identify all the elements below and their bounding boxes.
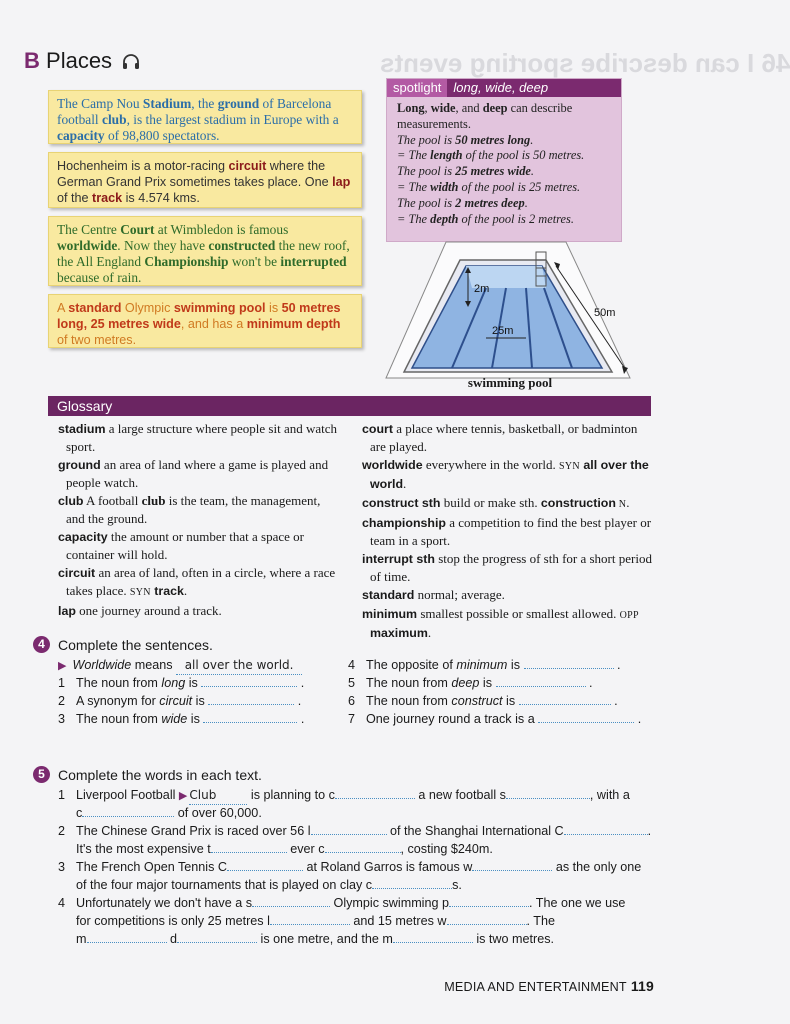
spotlight-intro bbox=[397, 101, 611, 133]
spotlight-subtitle: long, wide, deep bbox=[453, 80, 549, 95]
text: ever c bbox=[286, 842, 325, 856]
spotlight-body bbox=[387, 97, 621, 231]
footer-label: MEDIA AND ENTERTAINMENT bbox=[444, 980, 627, 994]
answer-blank[interactable] bbox=[203, 710, 297, 723]
play-arrow-icon: ▶ bbox=[178, 790, 188, 802]
text: construct bbox=[451, 694, 503, 708]
glossary-entry bbox=[58, 420, 340, 455]
exercise-5-item-3 bbox=[58, 858, 641, 876]
text: The Chinese Grand Prix is raced over 56 l bbox=[76, 824, 311, 838]
answer-blank[interactable] bbox=[393, 930, 473, 943]
text: wide bbox=[161, 712, 188, 726]
answer-blank[interactable] bbox=[311, 822, 387, 835]
text: = The bbox=[397, 148, 431, 163]
text: It's the most expensive t bbox=[76, 842, 211, 856]
text: can describe measurements. bbox=[397, 101, 573, 131]
section-letter: B bbox=[24, 48, 40, 73]
keyword: club bbox=[102, 112, 127, 127]
exercise-4-heading bbox=[33, 636, 213, 653]
exercise-instruction: Complete the words in each text. bbox=[58, 766, 262, 783]
glossary-definition: a large structure where people sit and watch sport. bbox=[66, 421, 338, 454]
exercise-number: 4 bbox=[33, 636, 50, 653]
keyword: 50 metres long bbox=[455, 132, 531, 147]
keyword: deep bbox=[482, 101, 508, 115]
text: is bbox=[479, 676, 493, 690]
glossary-definition: everywhere in the world. bbox=[422, 457, 560, 472]
spotlight-header bbox=[387, 79, 621, 97]
play-arrow-icon: ▶ bbox=[58, 660, 67, 672]
glossary-definition: . bbox=[626, 495, 630, 510]
glossary-term: club bbox=[141, 493, 166, 508]
answer-blank[interactable] bbox=[335, 786, 415, 799]
text: is planning to c bbox=[247, 788, 335, 802]
keyword: 50 metres long, 25 metres wide bbox=[57, 301, 341, 331]
text: One journey round a track is a bbox=[366, 712, 535, 726]
answer-blank[interactable] bbox=[270, 912, 350, 925]
text: The Camp Nou bbox=[57, 96, 143, 111]
glossary-term: lap bbox=[58, 604, 76, 618]
text: . bbox=[530, 164, 534, 179]
glossary-entry bbox=[58, 492, 340, 527]
answer-blank[interactable] bbox=[208, 692, 294, 705]
glossary-definition: . bbox=[403, 476, 407, 491]
pool-length-label: 50m bbox=[594, 307, 616, 319]
answer-blank[interactable] bbox=[372, 876, 452, 889]
keyword: minimum depth bbox=[246, 317, 341, 331]
text: is one metre, and the m bbox=[257, 932, 393, 946]
spotlight-example bbox=[397, 212, 611, 228]
glossary-definition: A football bbox=[83, 493, 142, 508]
text: of the Shanghai International C bbox=[386, 824, 564, 838]
answer-blank[interactable] bbox=[82, 804, 174, 817]
keyword: standard bbox=[68, 301, 122, 315]
text: a new football s bbox=[414, 788, 506, 802]
text-box-hochenheim bbox=[48, 152, 362, 208]
text: The pool is bbox=[397, 164, 456, 179]
item-number: 1 bbox=[58, 676, 66, 690]
glossary-definition: a competition to find the best player or team in a sport. bbox=[370, 515, 652, 548]
keyword: swimming pool bbox=[173, 301, 266, 315]
glossary-definition: is the team, the management, and the ground. bbox=[66, 493, 321, 526]
keyword: length bbox=[430, 148, 463, 163]
glossary-entry bbox=[362, 550, 654, 585]
item-number: 6 bbox=[348, 694, 356, 708]
text: = The bbox=[397, 179, 431, 194]
text: The opposite of bbox=[366, 658, 457, 672]
keyword: circuit bbox=[228, 159, 267, 173]
exercise-5-heading bbox=[33, 766, 262, 783]
show-through-text: 46 I can describe sporting events bbox=[380, 48, 790, 78]
text: s. bbox=[452, 878, 462, 892]
text: . bbox=[524, 195, 528, 210]
text: The noun from bbox=[76, 712, 162, 726]
answer-blank[interactable] bbox=[211, 840, 287, 853]
pool-width-label: 25m bbox=[492, 325, 514, 337]
glossary-term: stadium bbox=[58, 422, 106, 436]
text: The pool is bbox=[397, 195, 456, 210]
glossary-definition: build or make sth. bbox=[440, 495, 541, 510]
glossary-syn-label: SYN bbox=[559, 461, 580, 472]
text: = The bbox=[397, 211, 431, 226]
glossary-entry bbox=[362, 586, 654, 604]
text: of the pool is 25 metres. bbox=[458, 179, 581, 194]
exercise-5-item-1 bbox=[58, 786, 630, 805]
glossary-definition: an area of land where a game is played and people watch. bbox=[66, 457, 329, 490]
answer-blank[interactable] bbox=[87, 930, 167, 943]
glossary-definition: the amount or number that a space or container will hold. bbox=[66, 529, 304, 562]
answer-blank[interactable] bbox=[472, 858, 552, 871]
item-number: 7 bbox=[348, 712, 356, 726]
exercise-5-item-4-cont bbox=[76, 912, 555, 930]
answer-blank[interactable] bbox=[201, 674, 297, 687]
glossary-definition: smallest possible or smallest allowed. bbox=[417, 606, 620, 621]
text: Hochenheim is a motor-racing bbox=[57, 159, 229, 173]
keyword: Long bbox=[397, 101, 425, 115]
text: A synonym for bbox=[76, 694, 160, 708]
text: . The one we use bbox=[529, 896, 626, 910]
exercise-instruction: Complete the sentences. bbox=[58, 636, 213, 653]
text-box-wimbledon bbox=[48, 216, 362, 286]
text: at Wimbledon is famous bbox=[154, 222, 289, 237]
spotlight-example bbox=[397, 148, 611, 164]
keyword: interrupted bbox=[280, 254, 347, 269]
text-box-camp-nou bbox=[48, 90, 362, 144]
glossary-term: construction bbox=[540, 496, 616, 510]
text: . bbox=[530, 132, 534, 147]
text: d bbox=[166, 932, 178, 946]
text: is bbox=[265, 301, 282, 315]
item-number: 4 bbox=[58, 896, 66, 910]
answer-blank[interactable] bbox=[449, 894, 529, 907]
exercise-5-item-1-cont bbox=[76, 804, 262, 822]
spotlight-example bbox=[397, 164, 611, 180]
answer-blank[interactable] bbox=[564, 822, 648, 835]
exercise-4-item: 3 The noun from wide is . bbox=[58, 712, 305, 726]
glossary-term: all over the world bbox=[370, 458, 649, 491]
answer-blank[interactable] bbox=[177, 930, 257, 943]
text: The noun from bbox=[366, 694, 452, 708]
text: deep bbox=[451, 676, 480, 690]
glossary-term: championship bbox=[362, 516, 446, 530]
text: is bbox=[502, 694, 516, 708]
text: because of rain. bbox=[57, 270, 142, 285]
glossary-term: club bbox=[58, 494, 84, 508]
answer-blank[interactable] bbox=[252, 894, 330, 907]
example-answer: Club bbox=[189, 786, 247, 805]
pool-depth-label: 2m bbox=[474, 283, 490, 295]
glossary-definition: an area of land, often in a circle, where a race takes place. bbox=[66, 565, 336, 598]
text: Olympic swimming p bbox=[330, 896, 449, 910]
glossary-definition: a place where tennis, basketball, or badminton are played. bbox=[370, 421, 638, 454]
text: The pool is bbox=[397, 132, 456, 147]
keyword: wide bbox=[430, 101, 456, 115]
text: circuit bbox=[159, 694, 193, 708]
text: , costing $240m. bbox=[400, 842, 493, 856]
text: Worldwide bbox=[72, 658, 132, 672]
keyword: 25 metres wide bbox=[455, 164, 531, 179]
text: of over 60,000. bbox=[174, 806, 262, 820]
text: , the bbox=[191, 96, 218, 111]
answer-blank[interactable] bbox=[447, 912, 527, 925]
glossary-definition: . bbox=[427, 625, 432, 640]
headphones-icon[interactable] bbox=[122, 54, 140, 70]
item-number: 2 bbox=[58, 824, 66, 838]
exercise-5-item-2 bbox=[58, 822, 651, 840]
spotlight-tag: spotlight bbox=[387, 79, 447, 97]
text: of Barcelona football bbox=[57, 96, 332, 127]
text: of the bbox=[57, 191, 93, 205]
glossary-term: interrupt sth bbox=[362, 552, 435, 566]
text: Unfortunately we don't have a s bbox=[76, 896, 253, 910]
text: and 15 metres w bbox=[349, 914, 447, 928]
glossary-term: circuit bbox=[58, 566, 96, 580]
answer-blank[interactable] bbox=[524, 656, 614, 669]
answer-blank[interactable] bbox=[506, 786, 590, 799]
exercise-4-example bbox=[58, 656, 302, 675]
text: , is the largest stadium in Europe with a bbox=[126, 112, 339, 127]
text: the new roof, the All England bbox=[57, 238, 350, 269]
glossary-term: standard bbox=[362, 588, 415, 602]
text: won't be bbox=[228, 254, 281, 269]
glossary-column-right bbox=[362, 420, 654, 643]
text: . bbox=[647, 824, 652, 838]
text: Olympic bbox=[121, 301, 174, 315]
spotlight-example bbox=[397, 133, 611, 149]
text: is 4.574 kms. bbox=[122, 191, 200, 205]
answer-blank[interactable] bbox=[496, 674, 586, 687]
keyword: width bbox=[430, 179, 459, 194]
glossary-definition: normal; average. bbox=[414, 587, 505, 602]
text: for competitions is only 25 metres l bbox=[76, 914, 270, 928]
text: of two metres. bbox=[57, 333, 137, 347]
item-number: 2 bbox=[58, 694, 66, 708]
keyword: Court bbox=[120, 222, 155, 237]
text: where the German Grand Prix sometimes takes place. One bbox=[57, 159, 333, 189]
exercise-4-item: 1 The noun from long is . bbox=[58, 676, 305, 690]
item-number: 3 bbox=[58, 712, 66, 726]
text: means bbox=[131, 658, 177, 672]
exercise-4-item: 2 A synonym for circuit is . bbox=[58, 694, 302, 708]
page-footer bbox=[444, 978, 654, 994]
text: The noun from bbox=[76, 676, 162, 690]
spotlight-example bbox=[397, 196, 611, 212]
answer-blank[interactable] bbox=[227, 858, 303, 871]
exercise-5-item-4 bbox=[58, 894, 625, 912]
text: of the four major tournaments that is played on clay c bbox=[76, 878, 373, 892]
text: Liverpool Football bbox=[76, 788, 179, 802]
text: The French Open Tennis C bbox=[76, 860, 227, 874]
text: , and bbox=[455, 101, 483, 115]
text: The Centre bbox=[57, 222, 121, 237]
glossary-term: worldwide bbox=[362, 458, 423, 472]
section-heading bbox=[24, 48, 140, 74]
text: of the pool is 2 metres. bbox=[458, 211, 574, 226]
exercise-4-item: 5 The noun from deep is . bbox=[348, 676, 593, 690]
glossary-entry bbox=[58, 456, 340, 491]
answer-blank[interactable] bbox=[519, 692, 611, 705]
glossary-term: construct sth bbox=[362, 496, 441, 510]
text: , bbox=[424, 101, 431, 115]
exercise-4-item: 7 One journey round a track is a . bbox=[348, 712, 642, 726]
text: minimum bbox=[456, 658, 508, 672]
glossary-term: capacity bbox=[58, 530, 108, 544]
glossary-definition: . bbox=[183, 583, 188, 598]
item-number: 1 bbox=[58, 788, 66, 802]
glossary-entry bbox=[58, 564, 340, 601]
glossary-term: court bbox=[362, 422, 393, 436]
text: is two metres. bbox=[472, 932, 555, 946]
text: as the only one bbox=[552, 860, 642, 874]
exercise-5-item-2-cont bbox=[76, 840, 493, 858]
glossary-entry bbox=[362, 420, 654, 455]
keyword: worldwide bbox=[57, 238, 118, 253]
text-box-swimming-pool bbox=[48, 294, 362, 348]
answer-blank[interactable] bbox=[538, 710, 634, 723]
text: The noun from bbox=[366, 676, 452, 690]
text: of 98,800 spectators. bbox=[104, 128, 220, 143]
keyword: ground bbox=[217, 96, 260, 111]
spotlight-example bbox=[397, 180, 611, 196]
swimming-pool-diagram bbox=[386, 242, 630, 392]
glossary-definition: stop the progress of sth for a short period of time. bbox=[370, 551, 652, 584]
keyword: 2 metres deep bbox=[455, 195, 525, 210]
text: is bbox=[187, 712, 200, 726]
page-number: 119 bbox=[630, 978, 654, 994]
exercise-number: 5 bbox=[33, 766, 50, 783]
text: . The bbox=[526, 914, 555, 928]
glossary-term: maximum bbox=[370, 626, 428, 640]
text: c bbox=[76, 806, 83, 820]
keyword: track bbox=[92, 191, 123, 205]
text: is bbox=[507, 658, 520, 672]
glossary-term: minimum bbox=[362, 607, 418, 621]
exercise-4-item: 6 The noun from construct is . bbox=[348, 694, 618, 708]
glossary-syn-label: OPP bbox=[619, 610, 639, 621]
keyword: Championship bbox=[144, 254, 229, 269]
glossary-column-left bbox=[58, 420, 340, 621]
text: . Now they have bbox=[117, 238, 209, 253]
glossary-syn-label: N bbox=[615, 499, 627, 510]
item-number: 3 bbox=[58, 860, 66, 874]
text: , and has a bbox=[180, 317, 247, 331]
text: m bbox=[76, 932, 87, 946]
item-number: 5 bbox=[348, 676, 356, 690]
glossary-entry bbox=[58, 602, 340, 620]
text: is bbox=[185, 676, 198, 690]
glossary-header: Glossary bbox=[48, 396, 651, 416]
keyword: Stadium bbox=[142, 96, 192, 111]
glossary-syn-label: SYN bbox=[129, 587, 151, 598]
text: A bbox=[57, 301, 69, 315]
keyword: lap bbox=[332, 175, 351, 189]
text: is bbox=[192, 694, 205, 708]
item-number: 4 bbox=[348, 658, 356, 672]
glossary-entry bbox=[362, 605, 654, 642]
exercise-4-item: 4 The opposite of minimum is . bbox=[348, 658, 621, 672]
example-answer: all over the world. bbox=[176, 656, 302, 675]
section-title: Places bbox=[46, 48, 113, 73]
text: of the pool is 50 metres. bbox=[462, 148, 585, 163]
text: long bbox=[161, 676, 186, 690]
exercise-5-item-4-cont bbox=[76, 930, 554, 948]
pool-caption: swimming pool bbox=[467, 375, 553, 390]
glossary-entry bbox=[58, 528, 340, 563]
spotlight-box bbox=[386, 78, 622, 242]
keyword: capacity bbox=[57, 128, 105, 143]
glossary-definition: one journey around a track. bbox=[75, 603, 222, 618]
keyword: constructed bbox=[208, 238, 276, 253]
glossary-entry bbox=[362, 514, 654, 549]
text: at Roland Garros is famous w bbox=[302, 860, 473, 874]
exercise-5-item-3-cont bbox=[76, 876, 462, 894]
glossary-term: ground bbox=[58, 458, 101, 472]
text: , with a bbox=[589, 788, 630, 802]
glossary-term: track bbox=[150, 584, 184, 598]
keyword: depth bbox=[430, 211, 459, 226]
answer-blank[interactable] bbox=[325, 840, 401, 853]
glossary-entry bbox=[362, 494, 654, 513]
glossary-entry bbox=[362, 456, 654, 493]
